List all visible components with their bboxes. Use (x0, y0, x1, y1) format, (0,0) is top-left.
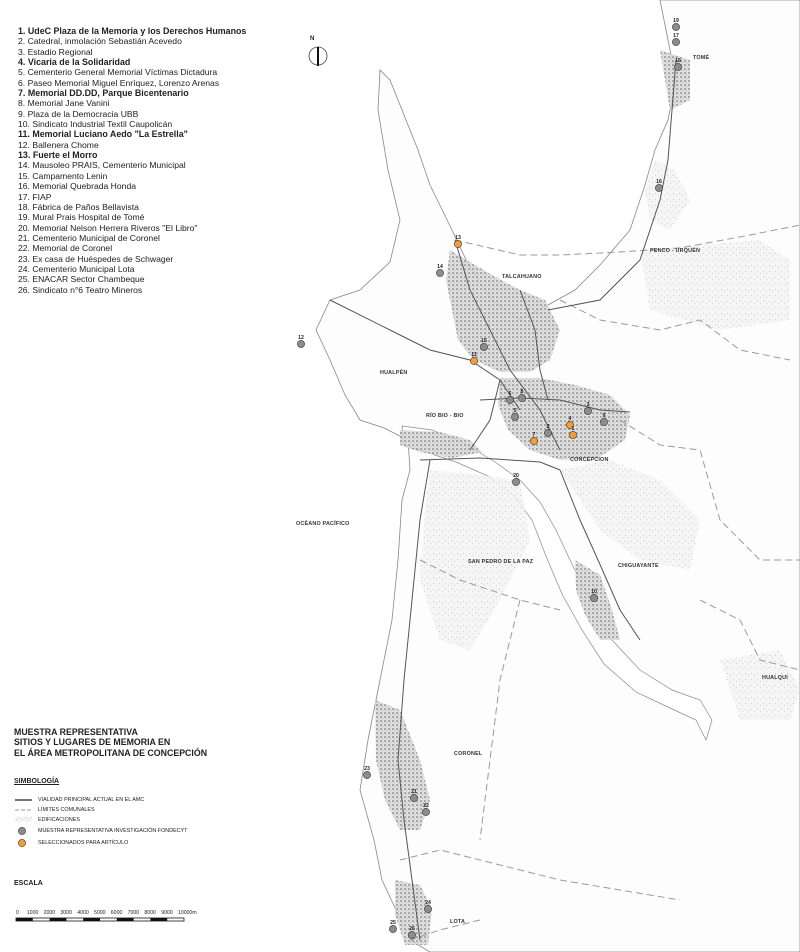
memorial-label: FIAP (32, 191, 52, 202)
marker-10 (590, 594, 597, 601)
marker-8 (518, 394, 525, 401)
marker-19 (672, 23, 679, 30)
memorial-list-item (18, 181, 246, 191)
memorial-label: Memorial Luciano Aedo "La Estrella" (32, 129, 188, 140)
place-concepcion: CONCEPCION (570, 457, 609, 463)
marker-23 (363, 771, 370, 778)
marker-6 (506, 396, 513, 403)
memorial-label: Paseo Memorial Miguel Enríquez, Lorenzo Arenas (27, 77, 220, 88)
memorial-number: 1. (18, 26, 28, 36)
memorial-number: 24. (18, 263, 33, 274)
memorial-number: 26. (18, 284, 33, 295)
marker-21 (410, 794, 417, 801)
memorial-label: Mausoleo PRAIS, Cementerio Municipal (32, 160, 186, 171)
memorial-label: Sindicato n°6 Teatro Mineros (32, 284, 143, 295)
memorial-number: 16. (18, 181, 33, 192)
marker-label-20: 20 (513, 473, 519, 479)
memorial-list-item (18, 274, 246, 284)
marker-22 (422, 808, 429, 815)
legend-item-edificaciones: EDIFICACIONES (38, 817, 80, 823)
marker-label-21: 21 (411, 789, 417, 795)
marker-label-17: 17 (673, 33, 679, 39)
memorial-number: 14. (18, 160, 33, 171)
memorial-list-item (18, 47, 246, 57)
memorial-label: Catedral, inmolación Sebastián Acevedo (27, 36, 182, 47)
marker-label-18: 18 (675, 58, 681, 64)
scale-tick-label: 2000 (43, 910, 56, 916)
memorial-list-item (18, 26, 246, 36)
marker-label-15: 15 (481, 338, 487, 344)
marker-label-24: 24 (425, 900, 431, 906)
memorial-number: 13. (18, 150, 33, 161)
marker-label-9: 9 (602, 413, 606, 419)
marker-7 (530, 437, 537, 444)
scale-tick-label: 4000 (77, 910, 89, 916)
place-lota: LOTA (450, 919, 466, 925)
marker-label-19: 19 (673, 18, 679, 24)
scale-tick-label: 7000 (127, 910, 140, 916)
scale-tick-label: 9000 (161, 910, 173, 916)
place-tome: TOMÉ (693, 55, 710, 61)
memorial-number: 7. (18, 88, 28, 99)
marker-label-12: 12 (298, 335, 304, 341)
memorial-list-item (18, 223, 246, 233)
marker-label-14: 14 (437, 264, 443, 270)
legend-symbols (15, 800, 32, 847)
memorial-number: 17. (18, 191, 33, 202)
place-hualpen: HUALPÉN (380, 370, 408, 376)
memorial-list-item (18, 243, 246, 253)
marker-17 (672, 38, 679, 45)
marker-label-6: 6 (508, 391, 512, 397)
memorial-label: Ballenera Chome (32, 139, 99, 150)
memorial-number: 15. (18, 170, 33, 181)
memorial-label: Cementerio Municipal de Coronel (32, 232, 160, 243)
memorial-label: Plaza de la Democracia UBB (27, 108, 139, 119)
memorial-list-item (18, 160, 246, 170)
marker-label-10: 10 (591, 589, 597, 595)
marker-26 (408, 931, 415, 938)
memorial-label: Memorial Jane Vanini (27, 98, 110, 109)
memorial-number: 2. (18, 36, 28, 47)
memorial-number: 8. (18, 98, 28, 109)
marker-label-22: 22 (423, 803, 429, 809)
memorial-label: UdeC Plaza de la Memoria y los Derechos Humanos (27, 26, 247, 36)
symbology-heading: SIMBOLOGÍA (14, 778, 60, 785)
memorial-label: Cementerio General Memorial Víctimas Dictadura (27, 67, 218, 78)
memorial-number: 23. (18, 253, 33, 264)
marker-5 (511, 413, 518, 420)
scale-tick-label: 0 (16, 910, 19, 916)
scale-tick-label: 10000m (178, 910, 197, 916)
marker-12 (297, 340, 304, 347)
memorial-number: 5. (18, 67, 28, 78)
legend-item-vialidad: VIALIDAD PRINCIPAL ACTUAL EN EL AMC (38, 797, 145, 803)
marker-label-13: 13 (455, 235, 461, 241)
marker-11 (470, 357, 477, 364)
scale-tick-label: 1000 (26, 910, 39, 916)
land-mass (316, 0, 800, 952)
memorial-number: 21. (18, 232, 33, 243)
memorial-label: Memorial DD.DD, Parque Bicentenario (27, 88, 189, 99)
memorial-number: 22. (18, 243, 33, 254)
memorial-label: Fuerte el Morro (32, 150, 98, 161)
marker-18 (674, 63, 681, 70)
memorial-number: 19. (18, 212, 33, 223)
memorial-number: 4. (18, 57, 28, 68)
memorial-label: Sindicato Industrial Textil Caupolicán (32, 119, 173, 130)
memorial-label: Cementerio Municipal Lota (32, 263, 135, 274)
memorial-label: Estadio Regional (27, 46, 93, 57)
marker-label-16: 16 (656, 179, 662, 185)
marker-label-23: 23 (364, 766, 370, 772)
memorial-number: 9. (18, 108, 28, 119)
marker-3 (584, 407, 591, 414)
memorial-list-item (18, 88, 246, 98)
marker-label-3: 3 (586, 402, 590, 408)
memorial-number: 25. (18, 274, 33, 285)
memorial-label: Memorial Quebrada Honda (32, 181, 137, 192)
scale-tick-label: 8000 (144, 910, 156, 916)
marker-label-1: 1 (571, 426, 575, 432)
place-san-pedro-de-la-paz: SAN PEDRO DE LA PAZ (468, 559, 534, 565)
legend-title-line: SITIOS Y LUGARES DE MEMORIA EN (14, 737, 171, 748)
marker-label-2: 2 (546, 424, 550, 430)
memorial-label: Memorial Nelson Herrera Riveros "El Libro" (32, 222, 198, 233)
marker-24 (424, 905, 431, 912)
legend-item-seleccionados: SELECCIONADOS PARA ARTÍCULO (38, 840, 129, 846)
legend-item-limites: LÍMITES COMUNALES (38, 807, 95, 813)
memorial-list-item (18, 212, 246, 222)
memorial-list-item (18, 129, 246, 139)
memorial-label: Memorial de Coronel (32, 243, 113, 254)
marker-25 (389, 925, 396, 932)
memorial-label: Vicaria de la Solidaridad (27, 57, 131, 68)
memorial-list-item (18, 285, 246, 295)
memorial-list-item (18, 233, 246, 243)
place-talcahuano: TALCAHUANO (502, 274, 542, 280)
memorial-list-item (18, 192, 246, 202)
north-label: N (310, 36, 315, 42)
memorial-list-item (18, 119, 246, 129)
marker-16 (655, 184, 662, 191)
marker-label-4: 4 (568, 416, 572, 422)
legend-title (14, 727, 207, 758)
place-hualqui: HUALQUI (762, 675, 788, 681)
marker-14 (436, 269, 443, 276)
memorial-list (18, 26, 246, 295)
scale-tick-label: 3000 (60, 910, 72, 916)
memorial-number: 11. (18, 129, 33, 140)
marker-label-26: 26 (409, 926, 415, 932)
memorial-label: Ex casa de Huéspedes de Schwager (32, 253, 174, 264)
place-penco-urquen: PENCO - URQUÉN (650, 248, 701, 254)
memorial-number: 20. (18, 222, 33, 233)
memorial-list-item (18, 109, 246, 119)
memorial-number: 18. (18, 201, 33, 212)
memorial-list-item (18, 264, 246, 274)
memorial-list-item (18, 98, 246, 108)
marker-1 (569, 431, 576, 438)
scale-tick-label: 6000 (110, 910, 123, 916)
memorial-label: Mural Prais Hospital de Tomé (32, 212, 145, 223)
place-chiguayante: CHIGUAYANTE (618, 563, 659, 569)
memorial-number: 12. (18, 139, 33, 150)
legend-item-muestra: MUESTRA REPRESENTATIVA INVESTIGACIÓN FONDECYT (38, 828, 188, 834)
scale-bar (16, 918, 184, 921)
marker-15 (480, 343, 487, 350)
marker-label-11: 11 (471, 352, 477, 358)
marker-label-5: 5 (513, 408, 517, 414)
marker-20 (512, 478, 519, 485)
marker-label-25: 25 (390, 920, 396, 926)
memorial-list-item (18, 78, 246, 88)
memorial-list-item (18, 202, 246, 212)
memorial-label: Fábrica de Paños Bellavista (32, 201, 139, 212)
memorial-list-item (18, 254, 246, 264)
memorial-list-item (18, 140, 246, 150)
marker-label-8: 8 (520, 389, 524, 395)
memorial-list-item (18, 67, 246, 77)
marker-13 (454, 240, 461, 247)
legend-title-line: MUESTRA REPRESENTATIVA (14, 727, 138, 737)
memorial-label: ENACAR Sector Chambeque (32, 274, 145, 285)
place-coronel: CORONEL (454, 751, 483, 757)
memorial-number: 6. (18, 77, 28, 88)
memorial-list-item (18, 36, 246, 46)
marker-2 (544, 429, 551, 436)
marker-label-7: 7 (532, 432, 536, 438)
memorial-list-item (18, 57, 246, 67)
marker-9 (600, 418, 607, 425)
memorial-number: 3. (18, 46, 28, 57)
place-oceano-pacifico: OCÉANO PACÍFICO (296, 521, 350, 527)
place-rio-bio-bio: RÍO BIO - BIO (426, 413, 464, 419)
legend-title-line: EL ÁREA METROPOLITANA DE CONCEPCIÓN (14, 747, 208, 758)
scale-heading: ESCALA (14, 880, 43, 887)
scale-tick-label: 5000 (94, 910, 106, 916)
north-arrow-icon (309, 47, 327, 66)
memorial-label: Campamento Lenin (32, 170, 108, 181)
memorial-list-item (18, 150, 246, 160)
memorial-list-item (18, 171, 246, 181)
memorial-number: 10. (18, 119, 33, 130)
